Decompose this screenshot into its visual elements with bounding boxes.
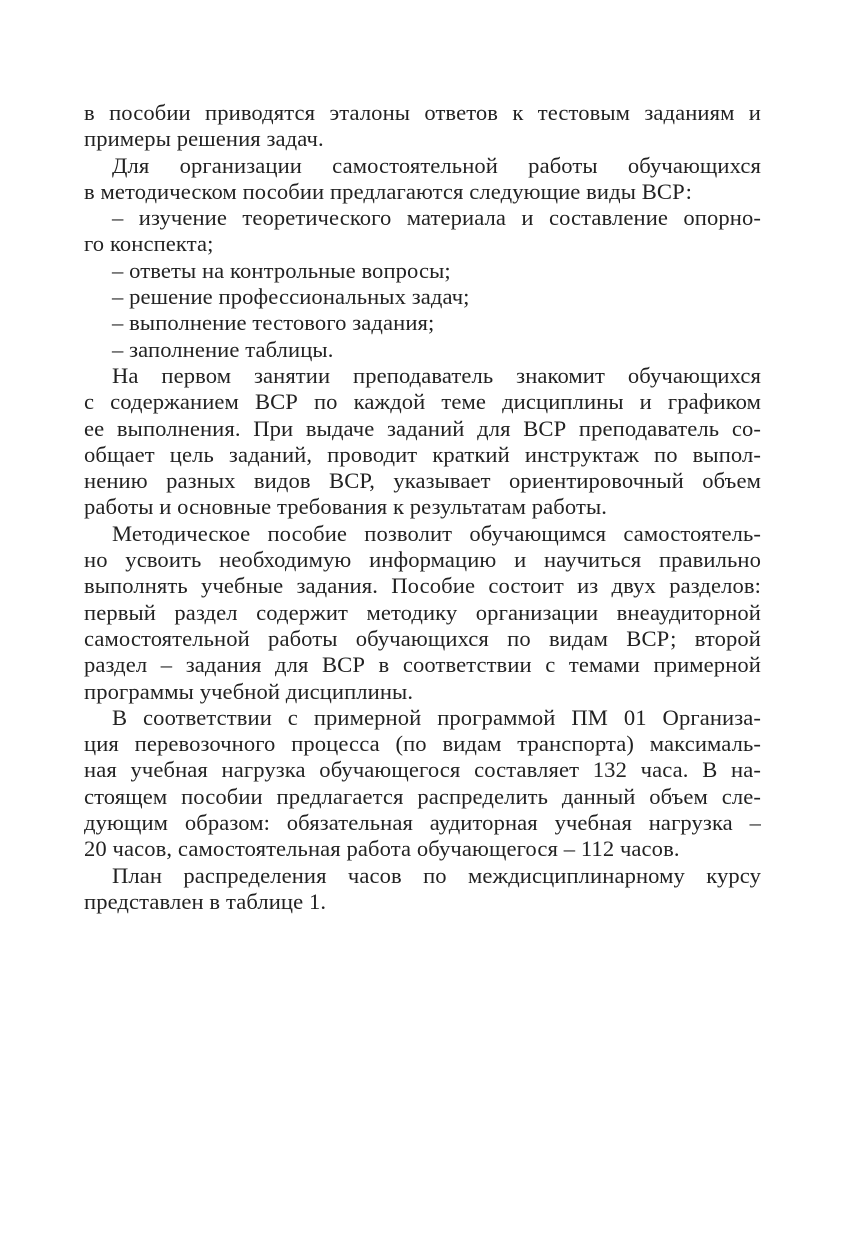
text-line: ее выполнения. При выдаче заданий для ВСР преподаватель со-: [84, 415, 761, 441]
text-line: с содержанием ВСР по каждой теме дисциплины и графиком: [84, 389, 761, 415]
text-line: общает цель заданий, проводит краткий инструктаж по выпол-: [84, 441, 761, 467]
text-line: го конспекта;: [84, 231, 214, 257]
text-line: В соответствии с примерной программой ПМ 01 Организа-: [112, 704, 761, 730]
text-line: – выполнение тестового задания;: [112, 310, 435, 336]
text-line: На первом занятии преподаватель знакомит обучающихся: [112, 362, 761, 388]
text-line: нению разных видов ВСР, указывает ориентировочный объем: [84, 468, 761, 494]
text-line: – заполнение таблицы.: [112, 336, 334, 362]
text-line: План распределения часов по междисциплинарному курсу: [112, 862, 761, 888]
text-line: ная учебная нагрузка обучающегося составляет 132 часа. В на-: [84, 757, 761, 783]
text-line: в методическом пособии предлагаются следующие виды ВСР:: [84, 178, 692, 204]
document-body-text: [84, 100, 761, 915]
text-line: представлен в таблице 1.: [84, 888, 327, 914]
text-line: работы и основные требования к результатам работы.: [84, 494, 607, 520]
text-line: в пособии приводятся эталоны ответов к тестовым заданиям и: [84, 100, 761, 125]
text-line: ция перевозочного процесса (по видам транспорта) максималь-: [84, 731, 761, 757]
text-line: – ответы на контрольные вопросы;: [112, 257, 451, 283]
text-line: 20 часов, самостоятельная работа обучающегося – 112 часов.: [84, 836, 680, 862]
text-line: примеры решения задач.: [84, 126, 324, 152]
document-page: [84, 100, 761, 915]
text-line: выполнять учебные задания. Пособие состоит из двух разделов:: [84, 573, 761, 599]
text-line: – решение профессиональных задач;: [112, 284, 470, 310]
text-line: – изучение теоретического материала и составление опорно-: [112, 205, 761, 231]
text-line: самостоятельной работы обучающихся по видам ВСР; второй: [84, 625, 761, 651]
text-line: стоящем пособии предлагается распределить данный объем сле-: [84, 783, 761, 809]
text-line: раздел – задания для ВСР в соответствии с темами примерной: [84, 652, 761, 678]
text-line: Методическое пособие позволит обучающимся самостоятель-: [112, 520, 761, 546]
text-line: дующим образом: обязательная аудиторная учебная нагрузка –: [84, 810, 761, 836]
text-line: программы учебной дисциплины.: [84, 678, 414, 704]
text-line: первый раздел содержит методику организации внеаудиторной: [84, 599, 761, 625]
text-line: но усвоить необходимую информацию и научиться правильно: [84, 547, 761, 573]
text-line: Для организации самостоятельной работы обучающихся: [112, 152, 761, 178]
